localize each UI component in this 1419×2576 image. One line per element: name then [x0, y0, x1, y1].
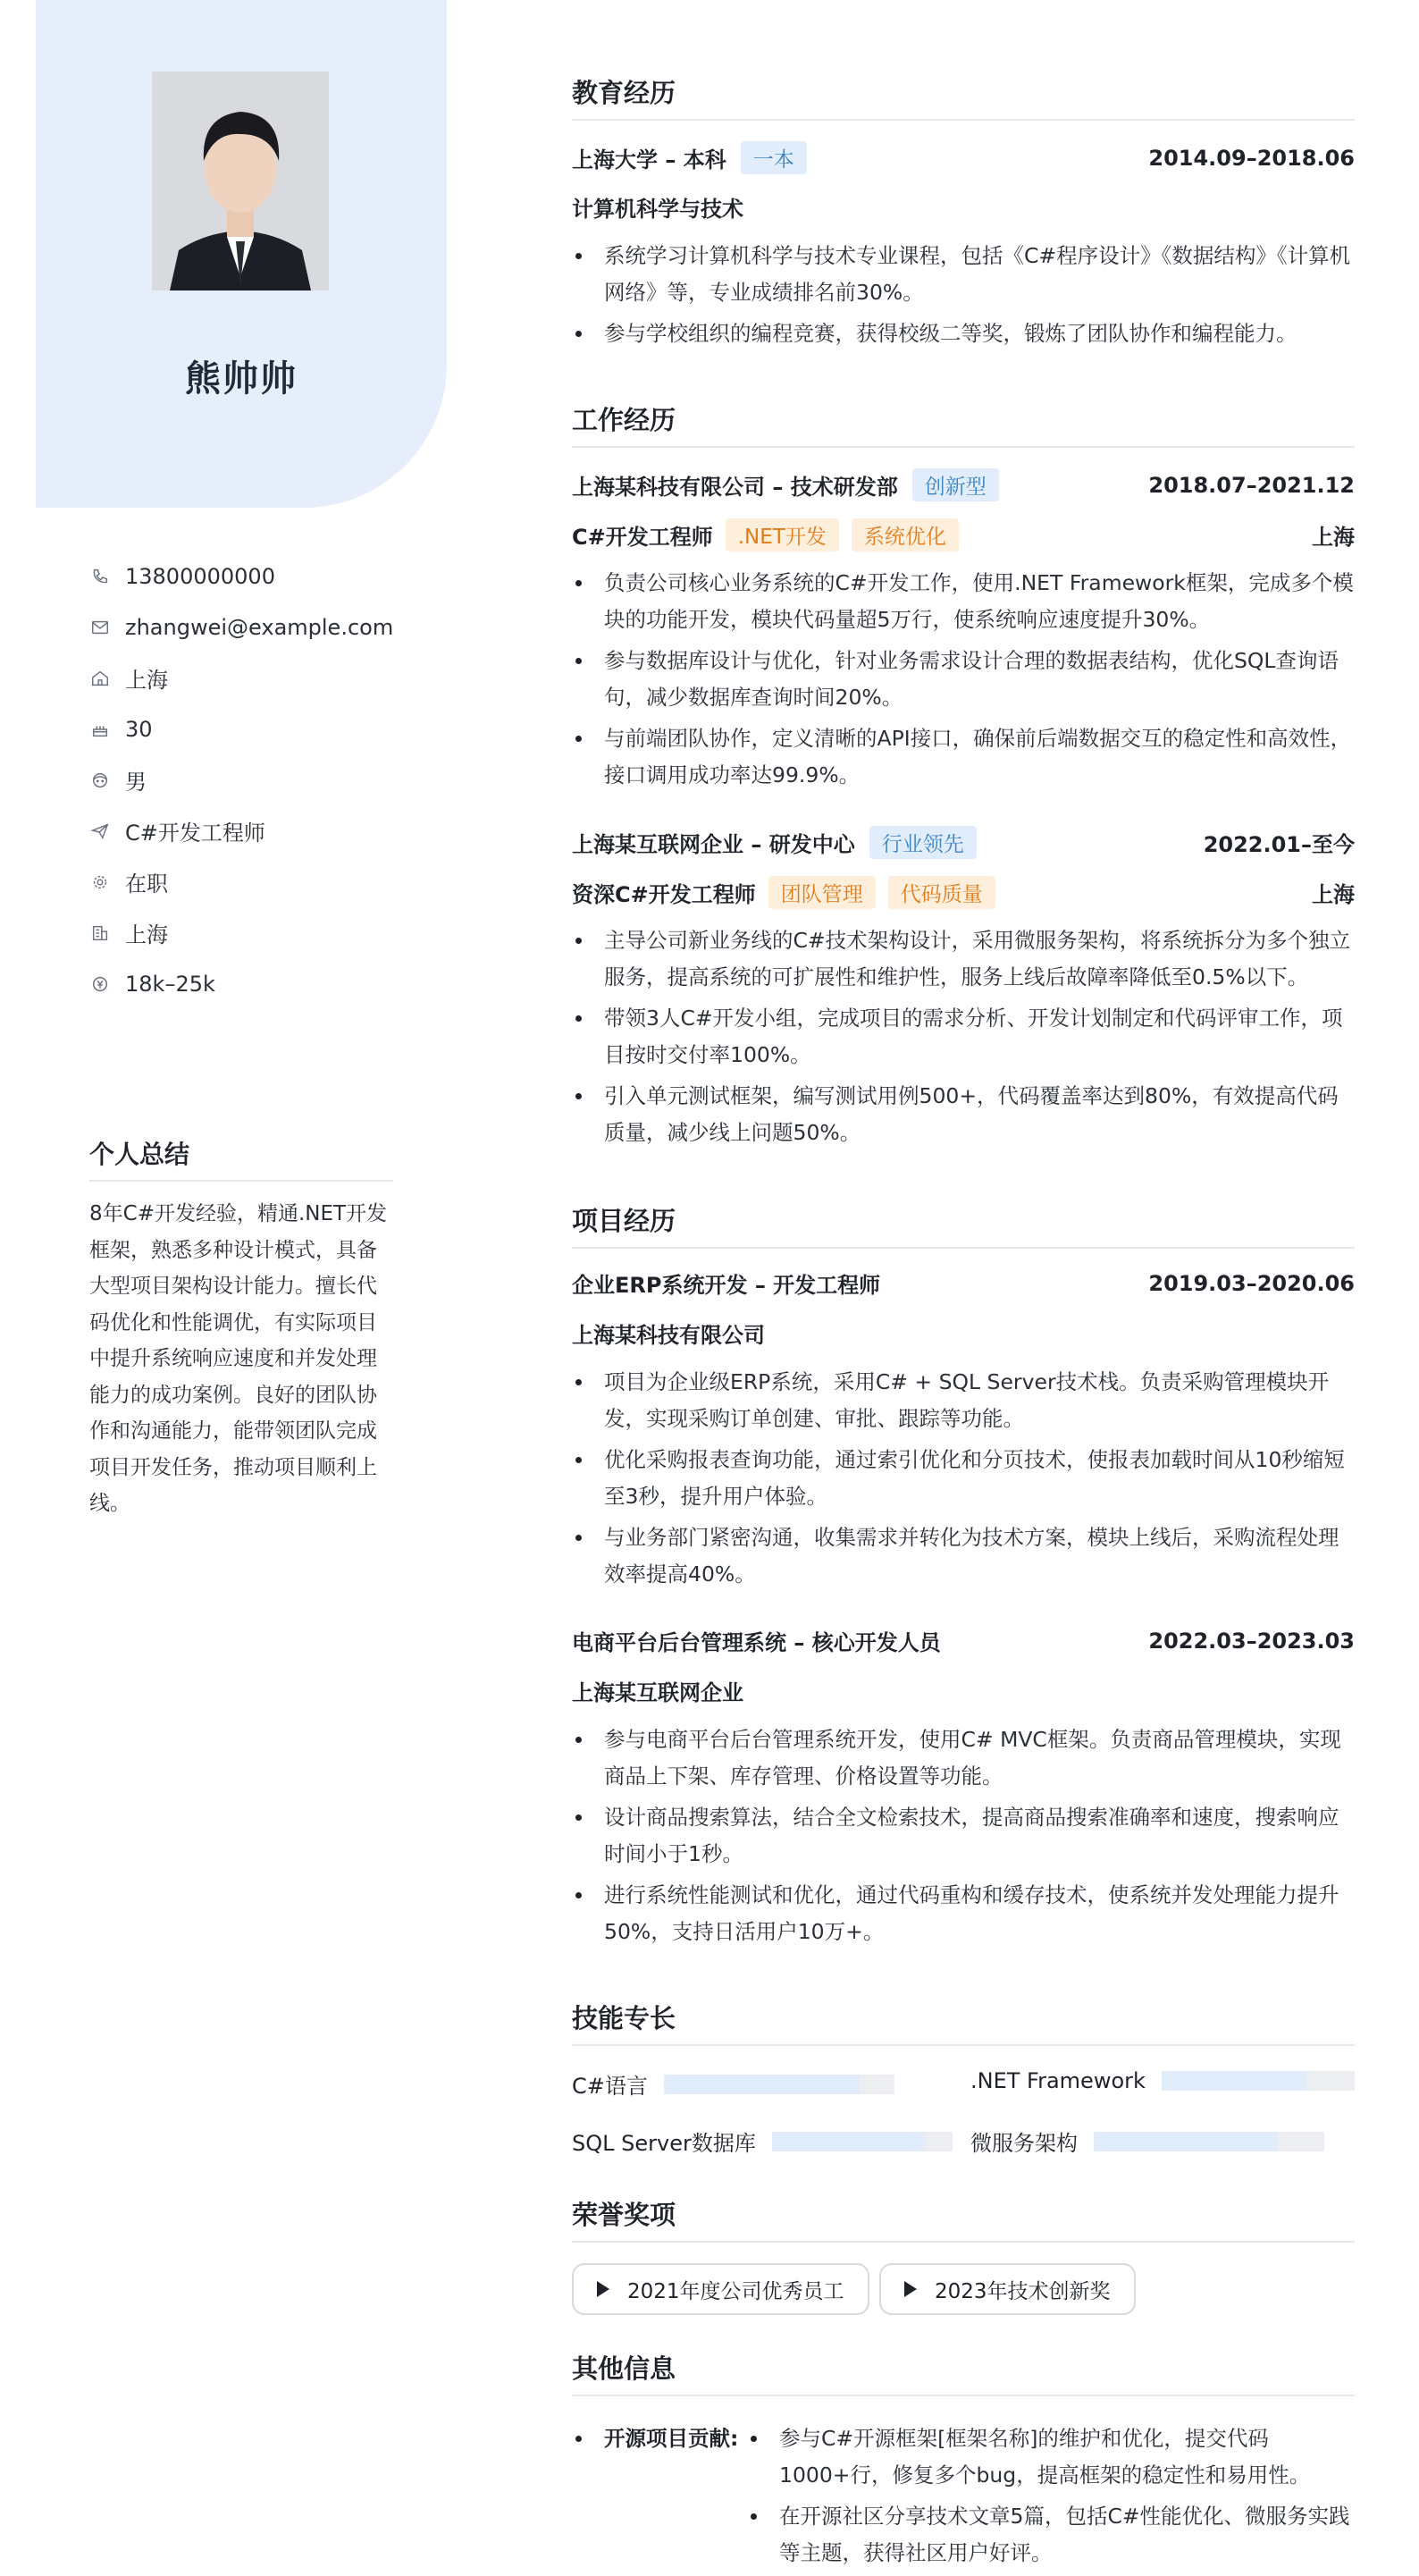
- mail-icon: [89, 617, 111, 638]
- job-2-role-row: [572, 876, 1355, 909]
- home-icon: [89, 668, 111, 689]
- skill-level-bar: [664, 2075, 894, 2094]
- awards-title: 荣誉奖项: [572, 2195, 1355, 2243]
- skills-title: 技能专长: [572, 1999, 1355, 2046]
- list-item: 项目为企业级ERP系统，采用C# + SQL Server技术栈。负责采购管理模块开发，实现采购订单创建、审批、跟踪等功能。: [572, 1364, 1355, 1437]
- list-item: 参与数据库设计与优化，针对业务需求设计合理的数据表结构，优化SQL查询语句，减少数据库查询时间20%。: [572, 643, 1355, 716]
- contact-list: [89, 551, 411, 1009]
- job-1-role-tag: .NET开发: [726, 518, 839, 551]
- list-item: 优化采购报表查询功能，通过索引优化和分页技术，使报表加载时间从10秒缩短至3秒，提升用户体验。: [572, 1442, 1355, 1515]
- contact-age: 30: [89, 703, 411, 754]
- project-2-header: [572, 1625, 1355, 1656]
- project-1-org: 上海某科技有限公司: [572, 1323, 765, 1348]
- contact-salary: 18k–25k: [89, 958, 411, 1009]
- project-1-period: 2019.03–2020.06: [1148, 1270, 1355, 1296]
- job-1-city: 上海: [1312, 525, 1355, 550]
- contact-gender: 男: [89, 754, 411, 805]
- work-title: 工作经历: [572, 400, 1355, 448]
- job-2-role: 资深C#开发工程师: [572, 882, 756, 907]
- job-2-header: [572, 826, 1355, 859]
- other-bullets: [747, 2420, 1355, 2576]
- summary-title: 个人总结: [89, 1135, 393, 1182]
- profile-photo: [152, 72, 329, 290]
- skill-level-bar: [1094, 2132, 1324, 2151]
- skill-item: [572, 2126, 953, 2157]
- list-item: 系统学习计算机科学与技术专业课程，包括《C#程序设计》《数据结构》《计算机网络》等，专业成绩排名前30%。: [572, 238, 1355, 311]
- education-bullets: [572, 238, 1355, 357]
- face-icon: [89, 770, 111, 791]
- job-1-role: C#开发工程师: [572, 525, 713, 550]
- award-item: 2021年度公司优秀员工: [572, 2263, 869, 2315]
- cake-icon: [89, 719, 111, 740]
- project-2-bullets: [572, 1722, 1355, 1955]
- list-item: 主导公司新业务线的C#技术架构设计，采用微服务架构，将系统拆分为多个独立服务，提高系统的可扩展性和维护性，服务上线后故障率降低至0.5%以下。: [572, 922, 1355, 996]
- list-item: 带领3人C#开发小组，完成项目的需求分析、开发计划制定和代码评审工作，项目按时交付率100%。: [572, 1000, 1355, 1073]
- project-2-name: 电商平台后台管理系统 – 核心开发人员: [572, 1630, 941, 1655]
- skill-item: [970, 2068, 1355, 2093]
- building-icon: [89, 922, 111, 944]
- project-2-org-row: [572, 1675, 1355, 1706]
- job-2-city: 上海: [1312, 882, 1355, 907]
- contact-email: zhangwei@example.com: [89, 602, 411, 652]
- phone-icon: [89, 566, 111, 587]
- contact-status: 在职: [89, 856, 411, 907]
- job-1-period: 2018.07–2021.12: [1148, 472, 1355, 498]
- job-2-period: 2022.01–至今: [1203, 832, 1355, 857]
- list-item: 负责公司核心业务系统的C#开发工作，使用.NET Framework框架，完成多个模块的功能开发，模块代码量超5万行，使系统响应速度提升30%。: [572, 565, 1355, 638]
- list-item: 参与学校组织的编程竞赛，获得校级二等奖，锻炼了团队协作和编程能力。: [572, 316, 1355, 352]
- project-1-org-row: [572, 1317, 1355, 1349]
- other-label: 开源项目贡献:: [572, 2420, 738, 2457]
- salary-icon: [89, 973, 111, 995]
- job-1-company: 上海某科技有限公司 – 技术研发部: [572, 475, 898, 500]
- list-item: 引入单元测试框架，编写测试用例500+，代码覆盖率达到80%，有效提高代码质量，减少线上问题50%。: [572, 1078, 1355, 1151]
- status-icon: [89, 871, 111, 893]
- skill-item: [970, 2126, 1324, 2157]
- contact-city: 上海: [89, 907, 411, 958]
- skill-name: .NET Framework: [970, 2068, 1146, 2093]
- profile-name: 熊帅帅: [185, 358, 298, 400]
- skill-name: 微服务架构: [970, 2131, 1078, 2156]
- skill-item: [572, 2068, 894, 2100]
- contact-position: C#开发工程师: [89, 805, 411, 856]
- job-1-bullets: [572, 565, 1355, 798]
- job-1-company-tag: 创新型: [912, 468, 999, 501]
- award-item: 2023年技术创新奖: [879, 2263, 1136, 2315]
- school-name: 上海大学 – 本科: [572, 147, 726, 173]
- send-icon: [89, 821, 111, 842]
- education-header: [572, 141, 1355, 174]
- list-item: 参与C#开源框架[框架名称]的维护和优化，提交代码1000+行，修复多个bug，提高框架的稳定性和易用性。: [747, 2420, 1355, 2494]
- job-2-role-tag: 代码质量: [888, 876, 995, 909]
- job-1-role-tag: 系统优化: [852, 518, 959, 551]
- education-major: 计算机科学与技术: [572, 197, 743, 222]
- list-item: 进行系统性能测试和优化，通过代码重构和缓存技术，使系统并发处理能力提升50%，支持日活用户10万+。: [572, 1877, 1355, 1950]
- summary-text: 8年C#开发经验，精通.NET开发框架，熟悉多种设计模式，具备大型项目架构设计能力。擅长代码优化和性能调优，有实际项目中提升系统响应速度和并发处理能力的成功案例。良好的团队协作和沟通能力，能带领团队完成项目开发任务，推动项目顺利上线。: [89, 1202, 388, 1515]
- school-tag: 一本: [741, 141, 807, 174]
- skill-level-bar: [772, 2132, 953, 2151]
- other-title: 其他信息: [572, 2349, 1355, 2396]
- list-item: 与前端团队协作，定义清晰的API接口，确保前后端数据交互的稳定性和高效性，接口调用成功率达99.9%。: [572, 720, 1355, 794]
- education-title: 教育经历: [572, 73, 1355, 121]
- contact-phone: 13800000000: [89, 551, 411, 602]
- contact-address: 上海: [89, 652, 411, 703]
- project-1-header: [572, 1267, 1355, 1299]
- project-2-period: 2022.03–2023.03: [1148, 1628, 1355, 1654]
- education-major-row: [572, 191, 1355, 223]
- job-2-company: 上海某互联网企业 – 研发中心: [572, 832, 855, 857]
- list-item: 设计商品搜索算法，结合全文检索技术，提高商品搜索准确率和速度，搜索响应时间小于1秒。: [572, 1799, 1355, 1873]
- list-item: 参与电商平台后台管理系统开发，使用C# MVC框架。负责商品管理模块，实现商品上下架、库存管理、价格设置等功能。: [572, 1722, 1355, 1795]
- project-2-org: 上海某互联网企业: [572, 1680, 743, 1705]
- job-1-role-row: [572, 518, 1355, 551]
- list-item: 与业务部门紧密沟通，收集需求并转化为技术方案，模块上线后，采购流程处理效率提高40%。: [572, 1520, 1355, 1593]
- project-1-name: 企业ERP系统开发 – 开发工程师: [572, 1273, 881, 1298]
- skill-name: C#语言: [572, 2074, 648, 2099]
- play-icon: [904, 2281, 917, 2297]
- projects-title: 项目经历: [572, 1201, 1355, 1249]
- job-2-company-tag: 行业领先: [869, 826, 977, 859]
- list-item: 在开源社区分享技术文章5篇，包括C#性能优化、微服务实践等主题，获得社区用户好评。: [747, 2498, 1355, 2572]
- education-period: 2014.09–2018.06: [1148, 145, 1355, 171]
- job-2-role-tag: 团队管理: [768, 876, 876, 909]
- skill-name: SQL Server数据库: [572, 2131, 756, 2156]
- play-icon: [597, 2281, 609, 2297]
- project-1-bullets: [572, 1364, 1355, 1597]
- job-1-header: [572, 468, 1355, 501]
- skill-level-bar: [1162, 2071, 1355, 2091]
- job-2-bullets: [572, 922, 1355, 1156]
